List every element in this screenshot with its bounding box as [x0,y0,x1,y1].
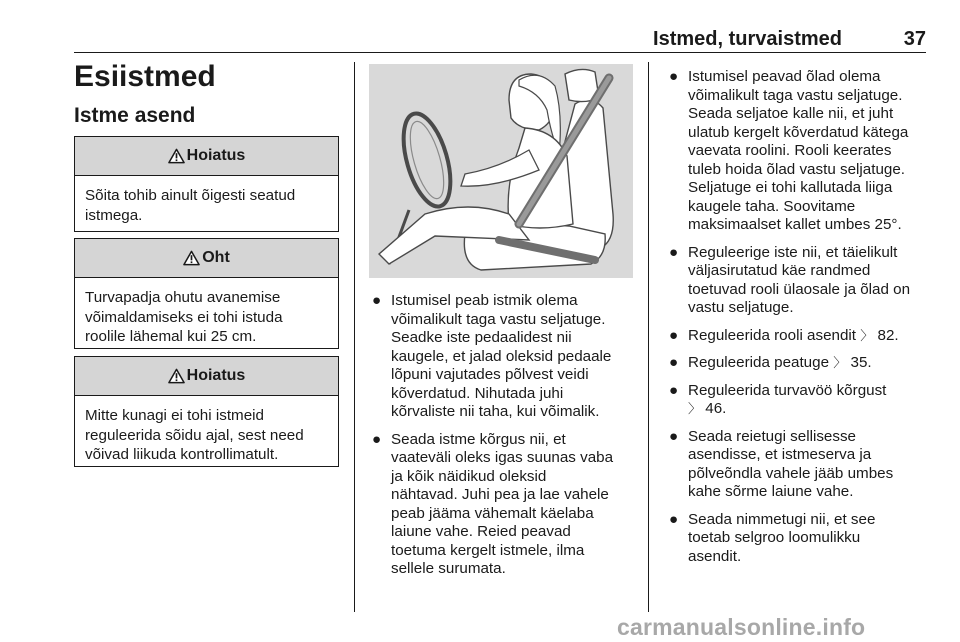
warning-box-text [75,396,338,465]
bullet-icon: ● [669,427,679,445]
warning-box-1 [74,136,339,232]
warning-box-header [75,357,338,396]
warning-box-text [75,176,338,225]
text-line: reguleerida sõidu ajal, sest need [85,426,304,444]
warning-triangle-icon [168,148,185,164]
warning-box-heading: Hoiatus [186,367,246,384]
text-line: ulatub kergelt kõverdatud kätega [688,123,909,141]
text-line [688,354,936,373]
text-line: Mitte kunagi ei tohi istmeid [85,407,264,424]
text-span: Reguleerida rooli asendit [688,326,857,344]
danger-box-header [75,239,338,278]
list-item [666,511,936,567]
text-line: kaugele, et jalad oleksid pedaale [391,347,612,365]
text-line: Sõita tohib ainult õigesti seatud [85,187,296,204]
text-line: maksimaalset kallet umbes 25°. [688,216,902,233]
danger-box-heading: Oht [202,249,230,266]
bullet-icon: ● [372,430,382,448]
seat-adjustment-list-right [666,68,936,575]
list-item [666,354,936,373]
bullet-icon: ● [669,243,679,261]
text-line: toetuma kergelt istmele, ilma [391,541,585,559]
text-line: võimaldamiseks ei tohi istuda [85,308,283,326]
text-line: istmega. [85,206,143,224]
bullet-icon: ● [669,510,679,528]
driver-seat-drawing [369,64,633,278]
running-header-title: Istmed, turvaistmed [653,28,842,50]
text-line: kahe sõrme laiune vahe. [688,483,854,500]
page-reference-arrow-icon: 〉 [688,401,702,416]
text-line: toetuvad rooli ülaosale ja õlad on [688,280,911,298]
text-line: võivad liikuda kontrollimatult. [85,446,279,463]
text-span: Reguleerida peatuge [688,354,830,371]
page-reference-link[interactable]: 82. [877,326,899,344]
text-line: sellele surumata. [391,560,506,577]
column-divider-right [648,62,649,612]
seat-adjustment-list-middle [369,292,644,588]
text-line: toetab selgroo loomulikku [688,529,861,546]
text-line: võimalikult taga vastu seljatuge. [688,86,903,104]
page-reference-arrow-icon: 〉 [860,327,874,343]
list-item [369,431,644,579]
text-line: vaevata roolini. Rooli keerates [688,142,892,159]
text-line: Seljatuge ei tohi kallutada liiga [688,179,893,196]
page-reference-arrow-icon: 〉 [833,355,847,370]
list-item [369,292,644,422]
bullet-icon: ● [669,381,679,399]
text-line: Istumisel peavad õlad olema [688,68,881,85]
bullet-icon: ● [669,354,679,371]
list-item [666,382,936,419]
text-line: vaateväli oleks igas suunas vaba [391,449,614,466]
text-line: vastu seljatuge. [688,299,794,316]
list-item [666,244,936,318]
text-line: väljasirutatud käe randmed [688,262,871,279]
bullet-icon: ● [372,292,382,309]
text-line: Reguleerige iste nii, et täielikult [688,243,898,261]
list-item [666,428,936,502]
page-reference-link[interactable]: 35. [850,354,872,371]
text-line: Seadke iste pedaalidest nii [391,329,572,346]
warning-triangle-icon [168,368,185,384]
text-line: kõrvaliste nii taha, kui võimalik. [391,403,600,420]
text-line: Seada istme kõrgus nii, et [391,430,566,448]
warning-box-header [75,137,338,176]
text-line: Turvapadja ohutu avanemise [85,289,281,306]
section-subtitle: Istme asend [74,104,196,127]
list-item [666,68,936,235]
danger-box-text [75,278,338,347]
text-line: laiune vahe. Reied peavad [391,523,571,540]
text-line: Seada reietugi sellisesse [688,427,857,445]
page-reference-link[interactable]: 46. [705,400,727,417]
page-number: 37 [903,28,926,50]
text-line: Seada seljatoe kalle nii, et juht [688,105,894,122]
text-line: roolile lähemal kui 25 cm. [85,328,257,345]
bullet-icon: ● [669,326,679,344]
text-line: Seada nimmetugi nii, et see [688,510,876,528]
text-line: asendisse, et istmeserva ja [688,446,872,463]
danger-box [74,238,339,349]
seated-driver-illustration [369,64,633,278]
section-title: Esiistmed [74,60,216,93]
text-line: põlveõndla vahele jääb umbes [688,464,894,482]
text-line: võimalikult taga vastu seljatuge. [391,310,606,328]
list-item [666,327,936,346]
text-line: peab jääma vähemalt käelaba [391,504,594,522]
bullet-icon: ● [669,68,679,85]
warning-box-heading: Hoiatus [186,147,246,164]
text-line: tuleb hoida õlad vastu seljatuge. [688,160,906,178]
text-line: asendit. [688,547,742,565]
text-line: kaugele taha. Soovitame [688,197,856,215]
text-line [688,327,936,346]
warning-triangle-icon [183,250,200,266]
column-divider-left [354,62,355,612]
text-line: ja kõik näidikud oleksid [391,467,547,485]
text-line: nähtavad. Juhi pea ja lae vahele [391,486,609,503]
text-line: Reguleerida turvavöö kõrgust [688,381,887,399]
text-line: Istumisel peab istmik olema [391,292,578,309]
text-line: kõverdatud. Nihutada juhi [391,384,564,402]
text-line [688,400,936,419]
header-rule [74,52,926,53]
text-line: lõpuni vajutades põlvest veidi [391,366,589,383]
warning-box-2 [74,356,339,467]
watermark: carmanualsonline.info [617,614,866,640]
